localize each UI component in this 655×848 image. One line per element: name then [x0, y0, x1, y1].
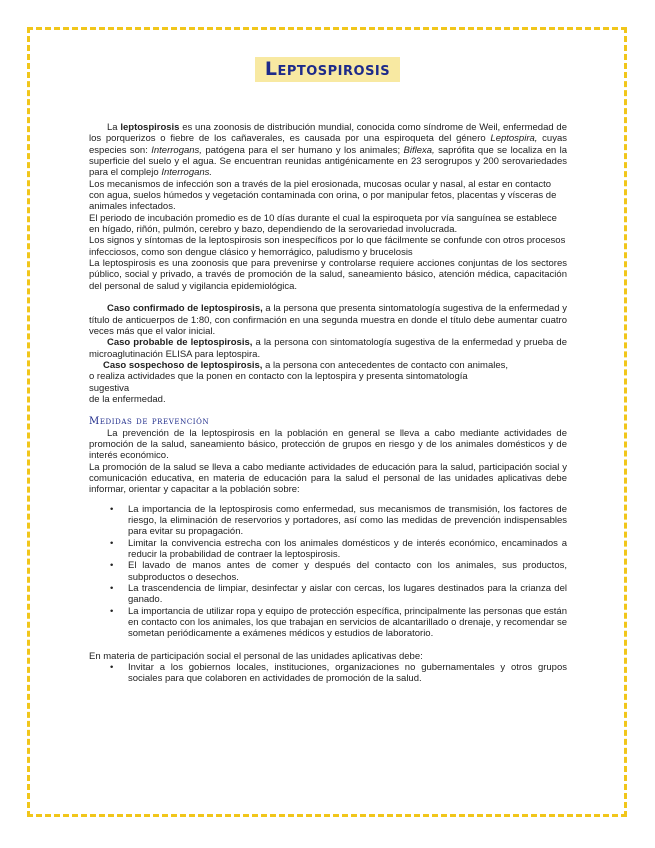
social-intro: En materia de participación social el personal de las unidades aplicativas debe:	[89, 650, 423, 662]
list-item: • Limitar la convivencia estrecha con los animales domésticos y de interés económico, encaminados a reducir la probabilidad de contraer la leptospirosis.	[128, 538, 567, 561]
zoonosis-paragraph: La leptospirosis es una zoonosis que para prevenirse y controlarse requiere acciones conjuntas de los sectores público, social y privado, a través de promoción de la salud, saneamiento básico, atención médica, capacitación del personal de salud y vigilancia epidemiológica.	[89, 258, 567, 292]
prevention-heading: Medidas de prevención	[89, 416, 210, 428]
list-item: • La importancia de la leptospirosis como enfermedad, sus mecanismos de transmisión, los factores de riesgo, la eliminación de reservorios y portadores, así como las medidas de prevención indispensables para evitar su propagación.	[128, 504, 567, 538]
title-text: Leptospirosis	[255, 57, 400, 82]
case-suspected-line3: sugestiva	[89, 382, 130, 394]
case-suspected: Caso sospechoso de leptospirosis, a la persona con antecedentes de contacto con animales,	[103, 359, 509, 371]
symptoms-paragraph: Los signos y síntomas de la leptospirosis son inespecíficos por lo que fácilmente se confunde con otros procesos infecciosos, como son dengue clásico y hemorrágico, paludismo y brucelosis	[89, 235, 566, 258]
case-suspected-line2: o realiza actividades que la ponen en contacto con la leptospira y presenta sintomatología	[89, 371, 468, 383]
list-item: • Invitar a los gobiernos locales, instituciones, organizaciones no gubernamentales y otros grupos sociales para que colaboren en actividades de promoción de la salud.	[128, 662, 567, 685]
list-item: • La trascendencia de limpiar, desinfectar y aislar con cercas, los lugares destinados para la crianza del ganado.	[128, 583, 567, 606]
case-probable: Caso probable de leptospirosis, a la persona con sintomatología sugestiva de la enfermedad y prueba de microaglutinación ELISA para leptospira.	[89, 337, 567, 360]
prevention-paragraph: La prevención de la leptospirosis en la población en general se lleva a cabo mediante actividades de promoción de la salud, saneamiento básico, protección de grupos en riesgo y de los animales domésticos y de interés económico.	[89, 427, 567, 462]
infection-paragraph: Los mecanismos de infección son a través de la piel erosionada, mucosas ocular y nasal, al estar en contacto con agua, suelos húmedos y vegetación contaminada con orina, o por manipular fetos, placentas y vísceras de animales infectados.	[89, 178, 557, 213]
education-list	[89, 504, 567, 640]
page-title	[0, 57, 655, 82]
case-confirmed: Caso confirmado de leptospirosis, a la persona que presenta sintomatología sugestiva de la enfermedad y título de anticuerpos de 1:80, con confirmación en una segunda muestra en donde el título debe aumentar cuatro veces más que el valor inicial.	[89, 303, 567, 337]
case-suspected-line4: de la enfermedad.	[89, 393, 166, 405]
promotion-paragraph: La promoción de la salud se lleva a cabo mediante actividades de educación para la salud, participación social y comunicación educativa, en materia de educación para la salud el personal de las unidades aplicativas debe informar, orientar y capacitar a la población sobre:	[89, 461, 567, 496]
social-list	[89, 662, 567, 685]
document-body	[89, 122, 567, 685]
intro-paragraph: La leptospirosis es una zoonosis de distribución mundial, conocida como síndrome de Weil, enfermedad de los porquerizos o fiebre de los cañaverales, es causada por una espiroqueta del género Leptospira, cuyas especies son: Interrogans, patógena para el ser humano y los animales; Biflexa, saprófita que se localiza en la superficie del suelo y el agua. Se encuentran reunidas antigénicamente en 23 serogrupos y 200 serovariedades para el complejo Interrogans.	[89, 122, 567, 179]
incubation-paragraph: El periodo de incubación promedio es de 10 días durante el cual la espiroqueta por vía sanguínea se establece en hígado, riñón, pulmón, cerebro y bazo, dependiendo de la serovariedad involucrada.	[89, 212, 557, 236]
list-item: • El lavado de manos antes de comer y después del contacto con los animales, sus productos, subproductos o desechos.	[128, 560, 567, 583]
list-item: • La importancia de utilizar ropa y equipo de protección específica, principalmente las personas que están en contacto con los animales, los que trabajan en servicios de alcantarillado o drenaje, y recomendar se sometan periódicamente a exámenes médicos y estudios de laboratorio.	[128, 606, 567, 640]
